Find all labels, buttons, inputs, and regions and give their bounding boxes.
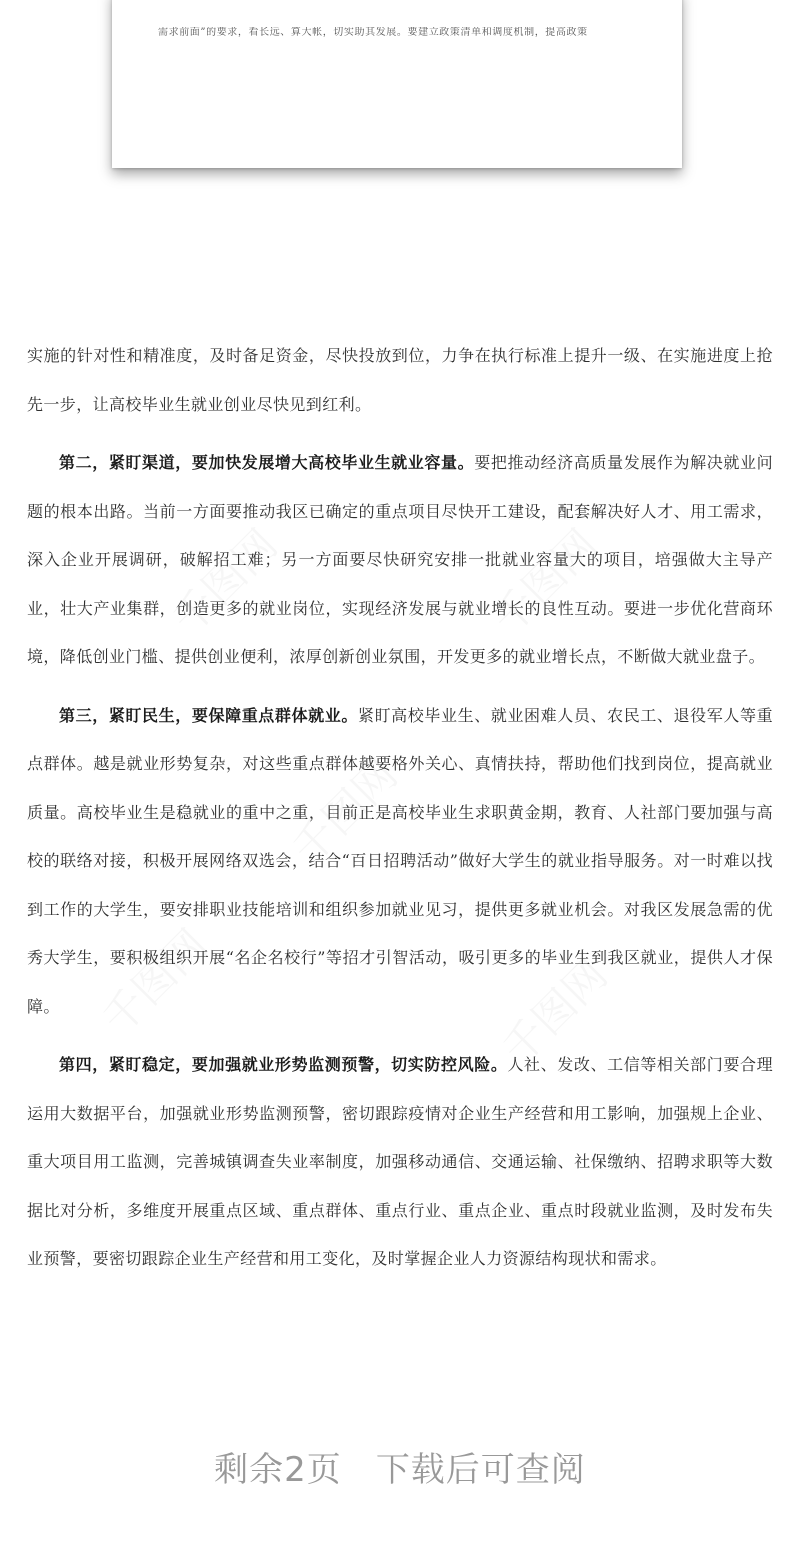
paragraph <box>27 439 773 682</box>
paragraph-heading: 第二，紧盯渠道，要加快发展增大高校毕业生就业容量。 <box>59 453 475 472</box>
paragraph-text: 要把推动经济高质量发展作为解决就业问题的根本出路。当前一方面要推动我区已确定的重点项目尽快开工建设，配套解决好人才、用工需求，深入企业开展调研，破解招工难；另一方面要尽快研究安排一批就业容量大的项目，培强做大主导产业，壮大产业集群，创造更多的就业岗位，实现经济发展与就业增长的良性互动。要进一步优化营商环境，降低创业门槛、提供创业便利，浓厚创新创业氛围，开发更多的就业增长点，不断做大就业盘子。 <box>27 453 773 666</box>
paragraph-text: 紧盯高校毕业生、就业困难人员、农民工、退役军人等重点群体。越是就业形势复杂，对这些重点群体越要格外关心、真情扶持，帮助他们找到岗位，提高就业质量。高校毕业生是稳就业的重中之重，目前正是高校毕业生求职黄金期，教育、人社部门要加强与高校的联络对接，积极开展网络双选会，结合“百日招聘活动”做好大学生的就业指导服务。对一时难以找到工作的大学生，要安排职业技能培训和组织参加就业见习，提供更多就业机会。对我区发展急需的优秀大学生，要积极组织开展“名企名校行”等招才引智活动，吸引更多的毕业生到我区就业，提供人才保障。 <box>27 705 773 1016</box>
paragraph-heading: 第四，紧盯稳定，要加强就业形势监测预警，切实防控风险。 <box>59 1055 508 1074</box>
preview-text-line <box>158 0 648 2</box>
paragraph <box>27 1041 773 1284</box>
remaining-pages-prompt[interactable] <box>0 1442 800 1491</box>
download-to-view-label: 下载后可查阅 <box>375 1450 586 1490</box>
page-preview-card <box>112 0 682 168</box>
paragraph-heading: 第三，紧盯民生，要保障重点群体就业。 <box>59 705 358 725</box>
paragraph-text: 人社、发改、工信等相关部门要合理运用大数据平台，加强就业形势监测预警，密切跟踪疫情对企业生产经营和用工影响，加强规上企业、重大项目用工监测，完善城镇调查失业率制度，加强移动通信、交通运输、社保缴纳、招聘求职等大数据比对分析，多维度开展重点区域、重点群体、重点行业、重点企业、重点时段就业监测，及时发布失业预警，要密切跟踪企业生产经营和用工变化，及时掌握企业人力资源结构现状和需求。 <box>27 1055 773 1268</box>
paragraph-text: 实施的针对性和精准度，及时备足资金，尽快投放到位，力争在执行标准上提升一级、在实施进度上抢先一步，让高校毕业生就业创业尽快见到红利。 <box>27 346 773 414</box>
document-body <box>27 332 773 1284</box>
paragraph <box>27 692 773 1032</box>
remaining-pages-label: 剩余2页 <box>214 1450 342 1490</box>
preview-text-line: 需求前面”的要求，看长远、算大帐，切实助其发展。要建立政策清单和调度机制，提高政策 <box>158 27 588 38</box>
paragraph <box>27 332 773 429</box>
